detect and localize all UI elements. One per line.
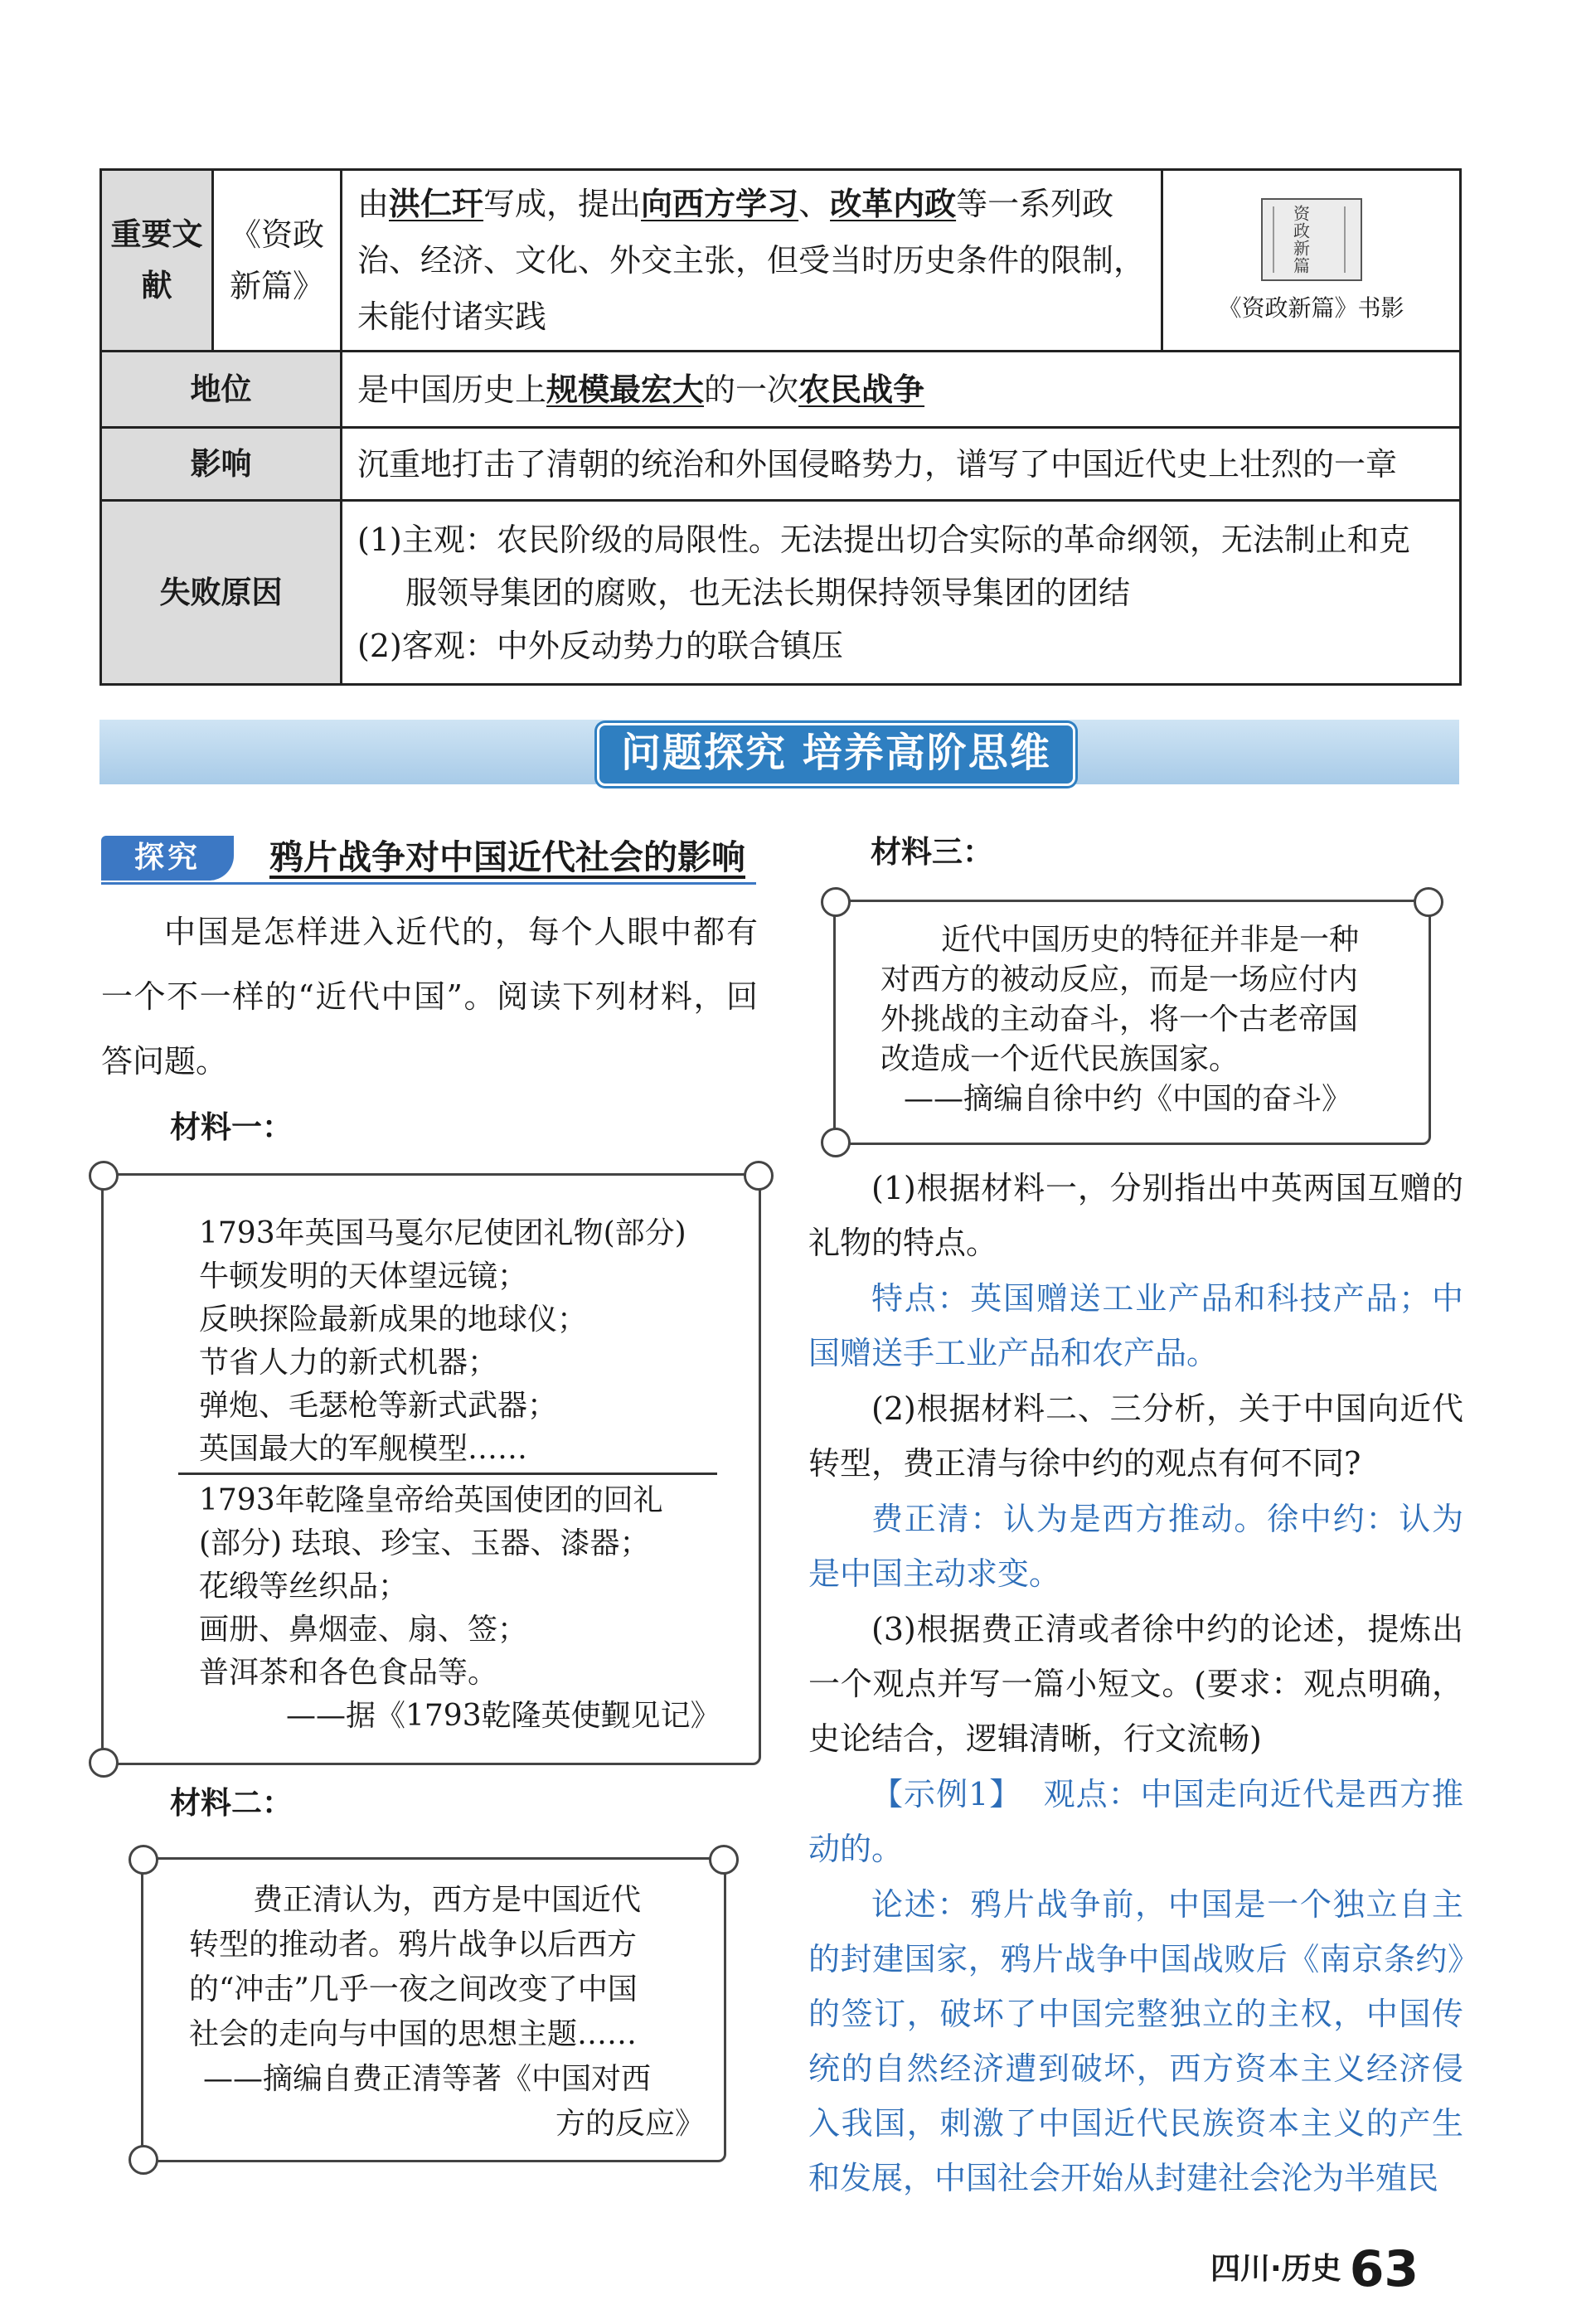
scroll-curl: [821, 1128, 851, 1157]
section-banner: [99, 720, 1459, 784]
page-number: 63: [1349, 2240, 1419, 2298]
answer-2: 费正清：认为是西方推动。徐中约：认为是中国主动求变。: [808, 1501, 1463, 1592]
material1-line: 花缎等丝织品；: [199, 1570, 409, 1604]
book-cover-image: 资政新篇: [1261, 198, 1362, 281]
book-image-cell: [1162, 170, 1461, 352]
material3-label: 材料三：: [871, 834, 993, 870]
title-rule: [101, 882, 756, 885]
answer-1: 特点：英国赠送工业产品和科技产品；中国赠送手工业产品和农产品。: [808, 1280, 1463, 1371]
question-2: (2)根据材料二、三分析，关于中国向近代转型，费正清与徐中约的观点有何不同?: [808, 1390, 1463, 1482]
material1-divider: [178, 1473, 717, 1475]
material3-line: 改造成一个近代民族国家。: [880, 1042, 1239, 1076]
example-tag: 【示例1】: [871, 1776, 1022, 1812]
row-head-status: 地位: [101, 352, 342, 428]
material3-line: 近代中国历史的特征并非是一种: [941, 923, 1360, 957]
question-3: (3)根据费正清或者徐中约的论述，提炼出一个观点并写一篇小短文。(要求：观点明确，史论结合，逻辑清晰，行文流畅): [808, 1611, 1463, 1757]
material2-line: 社会的走向与中国的思想主题……: [189, 2017, 638, 2051]
book-caption: 《资政新篇》书影: [1218, 294, 1404, 322]
material2-line: 转型的推动者。鸦片战争以后西方: [189, 1928, 638, 1962]
row-content-status: 是中国历史上规模最宏大的一次农民战争: [342, 352, 1461, 428]
summary-table: [99, 168, 1462, 686]
row-subhead-book: 《资政新篇》: [213, 170, 342, 352]
material3-line: 对西方的被动反应，而是一场应付内: [880, 963, 1359, 997]
example-1: [808, 1767, 1463, 1876]
page-footer: [1210, 2239, 1419, 2300]
scroll-curl: [89, 1748, 119, 1778]
material1-line: 英国最大的军舰模型……: [199, 1432, 528, 1466]
failure-line-1: (1)主观：农民阶级的局限性。无法提出切合实际的革命纲领，无法制止和克: [357, 521, 1410, 558]
question-1: (1)根据材料一，分别指出中英两国互赠的礼物的特点。: [808, 1170, 1463, 1261]
material2-label: 材料二：: [170, 1785, 293, 1821]
failure-line-2: 服领导集团的腐败，也无法长期保持领导集团的团结: [405, 574, 1131, 611]
scroll-curl: [709, 1845, 739, 1875]
row-head-influence: 影响: [101, 428, 342, 501]
scroll-curl: [129, 1845, 158, 1875]
material1-line: 1793年英国马戛尔尼使团礼物(部分): [199, 1216, 686, 1250]
material2-source-cont: 方的反应》: [555, 2107, 706, 2141]
material1-line: 反映探险最新成果的地球仪；: [199, 1303, 588, 1337]
example-argument: 论述：鸦片战争前，中国是一个独立自主的封建国家，鸦片战争中国战败后《南京条约》的签订，破坏了中国完整独立的主权，中国传统的自然经济遭到破坏，西方资本主义经济侵入我国，刺激了中国近代民族资本主义的产生和发展，中国社会开始从封建社会沦为半殖民: [808, 1886, 1463, 2196]
row-head-failure: 失败原因: [101, 501, 342, 685]
material1-line: 画册、鼻烟壶、扇、签；: [199, 1613, 528, 1647]
table-row: [101, 170, 1461, 352]
explore-tag: 探究: [101, 836, 234, 881]
material1-source: ——据《1793乾隆英使觐见记》: [286, 1699, 720, 1733]
failure-line-3: (2)客观：中外反动势力的联合镇压: [357, 627, 843, 664]
banner-title: 问题探究 培养高阶思维: [597, 723, 1075, 786]
material3-line: 外挑战的主动奋斗，将一个古老帝国: [880, 1002, 1359, 1036]
row-content-influence: 沉重地打击了清朝的统治和外国侵略势力，谱写了中国近代史上壮烈的一章: [342, 428, 1461, 501]
scroll-curl: [744, 1161, 774, 1191]
row-head-documents: 重要文献: [101, 170, 213, 352]
row-content-documents: 由洪仁玕写成，提出向西方学习、改革内政等一系列政治、经济、文化、外交主张，但受当时历史条件的限制，未能付诸实践: [342, 170, 1162, 352]
explore-title: 鸦片战争对中国近代社会的影响: [269, 837, 745, 877]
scroll-curl: [129, 2145, 158, 2175]
table-row: [101, 428, 1461, 501]
material1-line: 节省人力的新式机器；: [199, 1346, 498, 1380]
material3-source: ——摘编自徐中约《中国的奋斗》: [904, 1082, 1352, 1116]
material1-line: (部分) 珐琅、珍宝、玉器、漆器；: [199, 1526, 650, 1560]
material2-source: ——摘编自费正清等著《中国对西: [203, 2062, 652, 2096]
material2-line: 费正清认为，西方是中国近代: [253, 1883, 642, 1917]
table-row: [101, 352, 1461, 428]
row-content-failure: [342, 501, 1461, 685]
material1-line: 1793年乾隆皇帝给英国使团的回礼: [199, 1483, 663, 1517]
example-view: 观点：中国走向近代是西方推动的。: [808, 1776, 1463, 1867]
table-row: [101, 501, 1461, 685]
scroll-curl: [89, 1161, 119, 1191]
material1-line: 普洱茶和各色食品等。: [199, 1656, 498, 1690]
explore-intro: 中国是怎样进入近代的，每个人眼中都有一个不一样的“近代中国”。阅读下列材料，回答问题。: [101, 914, 758, 1080]
scroll-curl: [821, 887, 851, 917]
material1-line: 弹炮、毛瑟枪等新式武器；: [199, 1389, 558, 1423]
material1-line: 牛顿发明的天体望远镜；: [199, 1259, 528, 1293]
footer-region: 四川·历史: [1210, 2252, 1341, 2286]
material1-label: 材料一：: [170, 1109, 293, 1145]
scroll-curl: [1414, 887, 1443, 917]
material2-line: 的“冲击”几乎一夜之间改变了中国: [189, 1972, 638, 2006]
